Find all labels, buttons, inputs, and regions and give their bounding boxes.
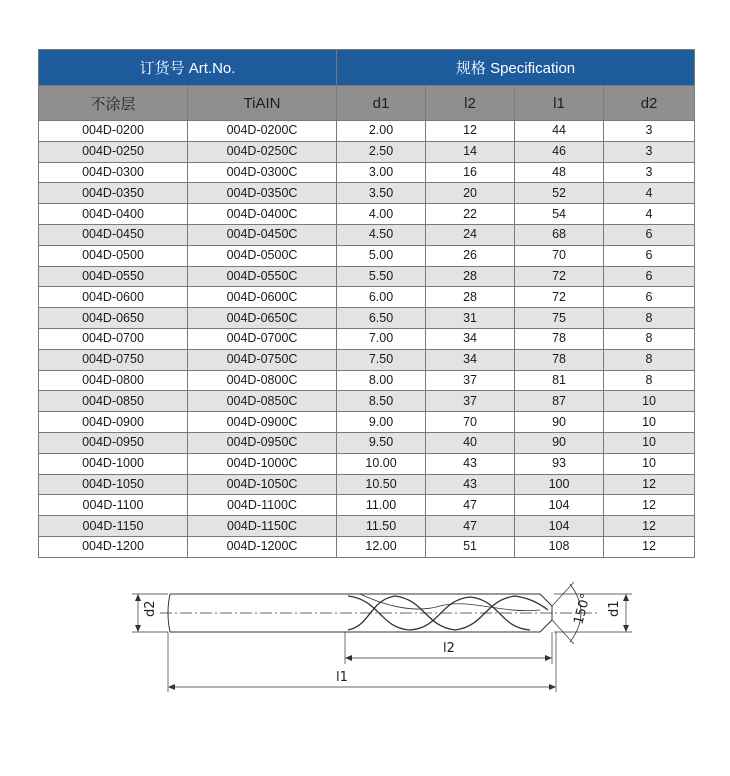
cell-d1: 6.00: [337, 287, 426, 308]
cell-l2: 24: [426, 224, 515, 245]
cell-tialn: 004D-0800C: [188, 370, 337, 391]
cell-d1: 3.50: [337, 183, 426, 204]
cell-l2: 40: [426, 432, 515, 453]
cell-tialn: 004D-1200C: [188, 536, 337, 557]
cell-tialn: 004D-1150C: [188, 516, 337, 537]
cell-d2: 6: [604, 245, 695, 266]
table-body: [39, 121, 695, 558]
cell-l1: 104: [515, 495, 604, 516]
cell-d2: 6: [604, 224, 695, 245]
cell-d2: 4: [604, 183, 695, 204]
cell-uncoated: 004D-0600: [39, 287, 188, 308]
cell-d1: 11.50: [337, 516, 426, 537]
d2-label: d2: [143, 600, 158, 617]
cell-d1: 11.00: [337, 495, 426, 516]
cell-l2: 51: [426, 536, 515, 557]
cell-uncoated: 004D-1200: [39, 536, 188, 557]
cell-uncoated: 004D-0500: [39, 245, 188, 266]
cell-uncoated: 004D-0700: [39, 328, 188, 349]
cell-l1: 90: [515, 432, 604, 453]
cell-l1: 100: [515, 474, 604, 495]
cell-d2: 6: [604, 266, 695, 287]
cell-tialn: 004D-0350C: [188, 183, 337, 204]
cell-l2: 31: [426, 308, 515, 329]
cell-d1: 5.00: [337, 245, 426, 266]
table-row: [39, 245, 695, 266]
cell-uncoated: 004D-0200: [39, 121, 188, 142]
cell-l2: 14: [426, 141, 515, 162]
spec-group-header: 规格 Specification: [337, 50, 695, 86]
table-row: [39, 266, 695, 287]
cell-d2: 12: [604, 474, 695, 495]
cell-l1: 81: [515, 370, 604, 391]
cell-tialn: 004D-1050C: [188, 474, 337, 495]
cell-d1: 3.00: [337, 162, 426, 183]
cell-uncoated: 004D-0850: [39, 391, 188, 412]
cell-l2: 20: [426, 183, 515, 204]
cell-tialn: 004D-1000C: [188, 453, 337, 474]
cell-l1: 108: [515, 536, 604, 557]
cell-tialn: 004D-0950C: [188, 432, 337, 453]
cell-tialn: 004D-0850C: [188, 391, 337, 412]
cell-d1: 10.00: [337, 453, 426, 474]
cell-l2: 34: [426, 328, 515, 349]
table-row: [39, 308, 695, 329]
cell-uncoated: 004D-0650: [39, 308, 188, 329]
cell-d1: 9.00: [337, 412, 426, 433]
cell-l2: 37: [426, 370, 515, 391]
cell-l1: 72: [515, 266, 604, 287]
cell-uncoated: 004D-1150: [39, 516, 188, 537]
column-header-row: [39, 86, 695, 121]
cell-d2: 8: [604, 328, 695, 349]
cell-d1: 8.00: [337, 370, 426, 391]
cell-d1: 12.00: [337, 536, 426, 557]
cell-d2: 10: [604, 391, 695, 412]
cell-d2: 8: [604, 308, 695, 329]
l1-label: l1: [336, 670, 348, 685]
table-row: [39, 349, 695, 370]
col-header-l1: l1: [515, 86, 604, 121]
cell-d1: 10.50: [337, 474, 426, 495]
cell-tialn: 004D-0300C: [188, 162, 337, 183]
cell-l2: 28: [426, 287, 515, 308]
cell-uncoated: 004D-0400: [39, 204, 188, 225]
cell-l1: 54: [515, 204, 604, 225]
cell-d2: 8: [604, 349, 695, 370]
cell-l1: 78: [515, 349, 604, 370]
cell-uncoated: 004D-1000: [39, 453, 188, 474]
cell-l1: 90: [515, 412, 604, 433]
cell-l1: 78: [515, 328, 604, 349]
table-row: [39, 412, 695, 433]
cell-d2: 12: [604, 495, 695, 516]
cell-uncoated: 004D-0250: [39, 141, 188, 162]
cell-l1: 93: [515, 453, 604, 474]
col-header-l2: l2: [426, 86, 515, 121]
cell-l1: 44: [515, 121, 604, 142]
cell-tialn: 004D-0600C: [188, 287, 337, 308]
cell-l1: 75: [515, 308, 604, 329]
table-row: [39, 432, 695, 453]
cell-tialn: 004D-0500C: [188, 245, 337, 266]
cell-l2: 70: [426, 412, 515, 433]
cell-d2: 8: [604, 370, 695, 391]
cell-d2: 10: [604, 412, 695, 433]
cell-tialn: 004D-0750C: [188, 349, 337, 370]
cell-uncoated: 004D-0750: [39, 349, 188, 370]
col-header-d2: d2: [604, 86, 695, 121]
cell-d2: 10: [604, 453, 695, 474]
col-header-d1: d1: [337, 86, 426, 121]
cell-l1: 104: [515, 516, 604, 537]
d1-label: d1: [607, 600, 622, 617]
group-header-row: [39, 50, 695, 86]
cell-l1: 68: [515, 224, 604, 245]
cell-uncoated: 004D-1100: [39, 495, 188, 516]
cell-d1: 7.50: [337, 349, 426, 370]
cell-tialn: 004D-0650C: [188, 308, 337, 329]
table-row: [39, 370, 695, 391]
table-row: [39, 162, 695, 183]
cell-tialn: 004D-0700C: [188, 328, 337, 349]
cell-l2: 47: [426, 495, 515, 516]
cell-l1: 46: [515, 141, 604, 162]
col-header-uncoated: 不涂层: [39, 86, 188, 121]
cell-tialn: 004D-0450C: [188, 224, 337, 245]
cell-d2: 10: [604, 432, 695, 453]
angle-label: 150°: [571, 591, 594, 627]
cell-d2: 3: [604, 141, 695, 162]
cell-d2: 3: [604, 121, 695, 142]
cell-d1: 8.50: [337, 391, 426, 412]
specification-table: [38, 49, 695, 558]
cell-l2: 43: [426, 474, 515, 495]
cell-d1: 7.00: [337, 328, 426, 349]
cell-tialn: 004D-1100C: [188, 495, 337, 516]
cell-d1: 4.00: [337, 204, 426, 225]
cell-uncoated: 004D-0800: [39, 370, 188, 391]
table-row: [39, 474, 695, 495]
cell-l2: 16: [426, 162, 515, 183]
cell-tialn: 004D-0250C: [188, 141, 337, 162]
cell-l1: 48: [515, 162, 604, 183]
cell-uncoated: 004D-1050: [39, 474, 188, 495]
cell-l1: 70: [515, 245, 604, 266]
l2-label: l2: [443, 641, 455, 656]
table-row: [39, 391, 695, 412]
cell-d2: 12: [604, 536, 695, 557]
cell-l2: 37: [426, 391, 515, 412]
cell-uncoated: 004D-0900: [39, 412, 188, 433]
table-row: [39, 453, 695, 474]
table-row: [39, 204, 695, 225]
cell-d1: 5.50: [337, 266, 426, 287]
cell-l2: 34: [426, 349, 515, 370]
table-row: [39, 536, 695, 557]
table-row: [39, 183, 695, 204]
cell-d1: 2.50: [337, 141, 426, 162]
cell-l1: 52: [515, 183, 604, 204]
cell-d1: 2.00: [337, 121, 426, 142]
table-row: [39, 516, 695, 537]
cell-l1: 72: [515, 287, 604, 308]
cell-d2: 6: [604, 287, 695, 308]
table-row: [39, 287, 695, 308]
cell-d1: 4.50: [337, 224, 426, 245]
cell-l2: 43: [426, 453, 515, 474]
cell-d1: 6.50: [337, 308, 426, 329]
cell-uncoated: 004D-0350: [39, 183, 188, 204]
end-mill-drawing: [0, 570, 730, 700]
cell-d2: 12: [604, 516, 695, 537]
col-header-tialn: TiAIN: [188, 86, 337, 121]
cell-d2: 3: [604, 162, 695, 183]
cell-l1: 87: [515, 391, 604, 412]
cell-uncoated: 004D-0300: [39, 162, 188, 183]
cell-uncoated: 004D-0550: [39, 266, 188, 287]
cell-tialn: 004D-0200C: [188, 121, 337, 142]
table-row: [39, 121, 695, 142]
cell-tialn: 004D-0900C: [188, 412, 337, 433]
art-no-group-header: 订货号 Art.No.: [39, 50, 337, 86]
cell-d1: 9.50: [337, 432, 426, 453]
table-row: [39, 224, 695, 245]
table-row: [39, 495, 695, 516]
cell-l2: 28: [426, 266, 515, 287]
cell-d2: 4: [604, 204, 695, 225]
table-row: [39, 141, 695, 162]
cell-tialn: 004D-0550C: [188, 266, 337, 287]
cell-l2: 12: [426, 121, 515, 142]
cell-l2: 26: [426, 245, 515, 266]
cell-uncoated: 004D-0450: [39, 224, 188, 245]
cell-l2: 22: [426, 204, 515, 225]
cell-l2: 47: [426, 516, 515, 537]
cell-tialn: 004D-0400C: [188, 204, 337, 225]
table-row: [39, 328, 695, 349]
cell-uncoated: 004D-0950: [39, 432, 188, 453]
